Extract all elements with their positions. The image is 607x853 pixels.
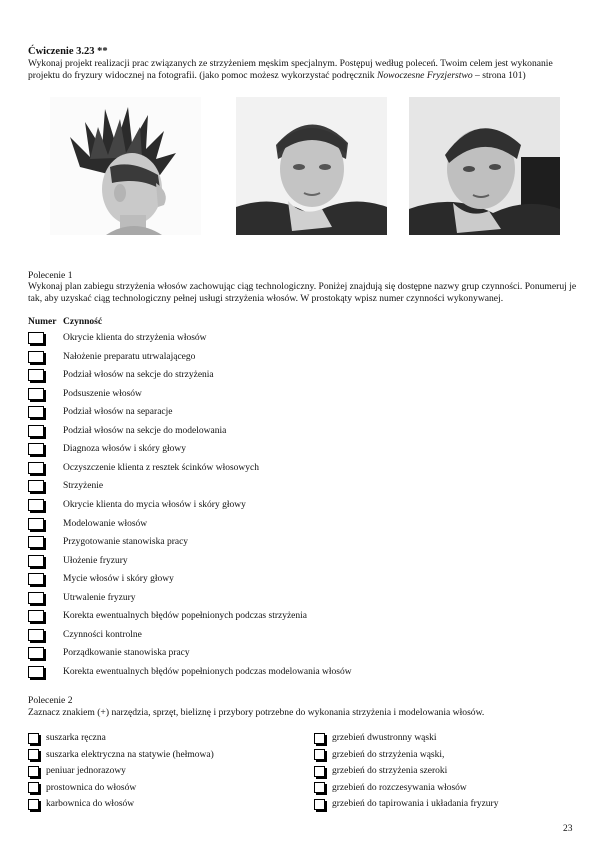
task-number-box[interactable] [28,629,44,641]
tool-label: suszarka ręczna [46,733,106,743]
task-label: Korekta ewentualnych błędów popełnionych podczas modelowania włosów [63,666,352,677]
tool-row [28,781,136,795]
task-label: Porządkowanie stanowiska pracy [63,648,190,659]
task-number-box[interactable] [28,406,44,418]
photo-three-quarter-hand-on-chin [409,97,560,235]
task-row [28,460,259,476]
polecenie2-instructions: Zaznacz znakiem (+) narzędzia, sprzęt, bieliznę i przybory potrzebne do wykonania strzyżenia i modelowania włosów. [28,707,485,718]
task-row [28,645,190,661]
intro-text-1: Wykonaj projekt realizacji prac związanych ze strzyżeniem męskim specjalnym. Postępuj według poleceń. Twoim celem jest wykonanie projektu do fryzury widocznej na fotografii. (jako pomoc możesz wykorzystać podręcznik [28,58,553,81]
task-number-box[interactable] [28,443,44,455]
tool-label: prostownica do włosów [46,782,137,793]
tool-label: grzebień dwustronny wąski [332,733,437,743]
task-row [28,553,128,569]
tool-row [314,797,498,811]
task-row [28,404,173,420]
tool-label: karbownica do włosów [46,799,135,809]
photo-profile-spiky-hair [50,97,201,235]
task-label: Modelowanie włosów [63,518,148,529]
task-label: Okrycie klienta do strzyżenia włosów [63,333,207,343]
task-number-box[interactable] [28,332,44,344]
task-number-box[interactable] [28,425,44,437]
task-label: Podsuszenie włosów [63,388,142,399]
task-row [28,423,227,439]
task-row [28,571,174,587]
tool-checkbox[interactable] [28,799,39,810]
tool-row [314,764,447,778]
tool-checkbox[interactable] [314,749,325,760]
task-row [28,627,142,643]
photo-front-hand-on-chin [236,97,387,235]
photo-profile [50,97,201,235]
tool-label: grzebień do rozczesywania włosów [332,782,467,793]
task-row [28,330,207,346]
task-label: Czynności kontrolne [63,629,142,640]
task-row [28,664,352,680]
polecenie2-title: Polecenie 2 [28,695,73,706]
task-label: Oczyszczenie klienta z resztek ścinków włosowych [63,462,259,473]
task-row [28,608,308,624]
task-row [28,349,196,365]
polecenie1-instructions: Wykonaj plan zabiegu strzyżenia włosów zachowując ciąg technologiczny. Poniżej znajdują się dostępne nazwy grup czynności. Ponumeruj je tak, aby uzyskać ciąg technologiczny pełnej usługi strzyżenia włosów. W prostokąty wpisz numer czynności wykonywanej. [28,281,577,304]
task-number-box[interactable] [28,573,44,585]
tool-checkbox[interactable] [314,782,325,793]
tool-row [28,731,106,745]
task-row [28,590,136,606]
task-number-box[interactable] [28,462,44,474]
tool-label: grzebień do strzyżenia wąski, [332,749,445,760]
photo-front [236,97,387,235]
task-number-box[interactable] [28,351,44,363]
task-number-box[interactable] [28,592,44,604]
task-number-box[interactable] [28,480,44,492]
task-number-box[interactable] [28,610,44,622]
task-label: Korekta ewentualnych błędów popełnionych podczas strzyżenia [63,611,308,622]
task-row [28,367,214,383]
tool-label: suszarka elektryczna na statywie (hełmowa) [46,749,214,760]
tool-row [28,797,134,811]
tool-checkbox[interactable] [314,799,325,810]
task-label: Diagnoza włosów i skóry głowy [63,444,186,455]
task-row [28,478,104,494]
tool-checkbox[interactable] [28,782,39,793]
tool-checkbox[interactable] [314,733,325,744]
task-row [28,386,142,402]
tool-label: grzebień do tapirowania i układania fryzury [332,799,499,809]
task-label: Utrwalenie fryzury [63,592,136,603]
task-label: Podział włosów na sekcje do strzyżenia [63,370,214,381]
task-number-box[interactable] [28,647,44,659]
tool-row [314,781,467,795]
task-label: Podział włosów na separacje [63,407,173,418]
task-number-box[interactable] [28,555,44,567]
tool-label: peniuar jednorazowy [46,766,126,776]
tool-row [28,764,126,778]
intro-text-2: – strona 101) [472,70,526,81]
task-label: Przygotowanie stanowiska pracy [63,537,189,548]
exercise-title: Ćwiczenie 3.23 ** [28,46,108,57]
tool-row [28,748,214,762]
task-row [28,534,189,550]
task-number-box[interactable] [28,536,44,548]
photo-three-quarter [409,97,560,235]
tool-checkbox[interactable] [28,749,39,760]
task-row [28,516,148,532]
task-number-box[interactable] [28,518,44,530]
page-number: 23 [563,824,573,834]
task-row [28,441,186,457]
task-label: Nałożenie preparatu utrwalającego [63,351,196,362]
task-label: Okrycie klienta do mycia włosów i skóry głowy [63,499,246,510]
tool-row [314,748,444,762]
task-number-box[interactable] [28,369,44,381]
task-label: Strzyżenie [63,481,104,492]
intro-book-title: Nowoczesne Fryzjerstwo [376,70,473,81]
task-label: Ułożenie fryzury [63,555,128,566]
task-number-box[interactable] [28,666,44,678]
task-label: Podział włosów na sekcje do modelowania [63,425,227,436]
task-number-box[interactable] [28,388,44,400]
tool-checkbox[interactable] [28,733,39,744]
task-row [28,497,246,513]
tool-checkbox[interactable] [28,766,39,777]
exercise-intro [28,58,578,82]
polecenie1-title: Polecenie 1 [28,270,73,281]
task-number-box[interactable] [28,499,44,511]
task-label: Mycie włosów i skóry głowy [63,574,174,585]
tool-checkbox[interactable] [314,766,325,777]
tool-label: grzebień do strzyżenia szeroki [332,766,448,776]
column-header-number: Numer [28,317,57,327]
column-header-activity: Czynność [63,317,103,327]
tool-row [314,731,436,745]
